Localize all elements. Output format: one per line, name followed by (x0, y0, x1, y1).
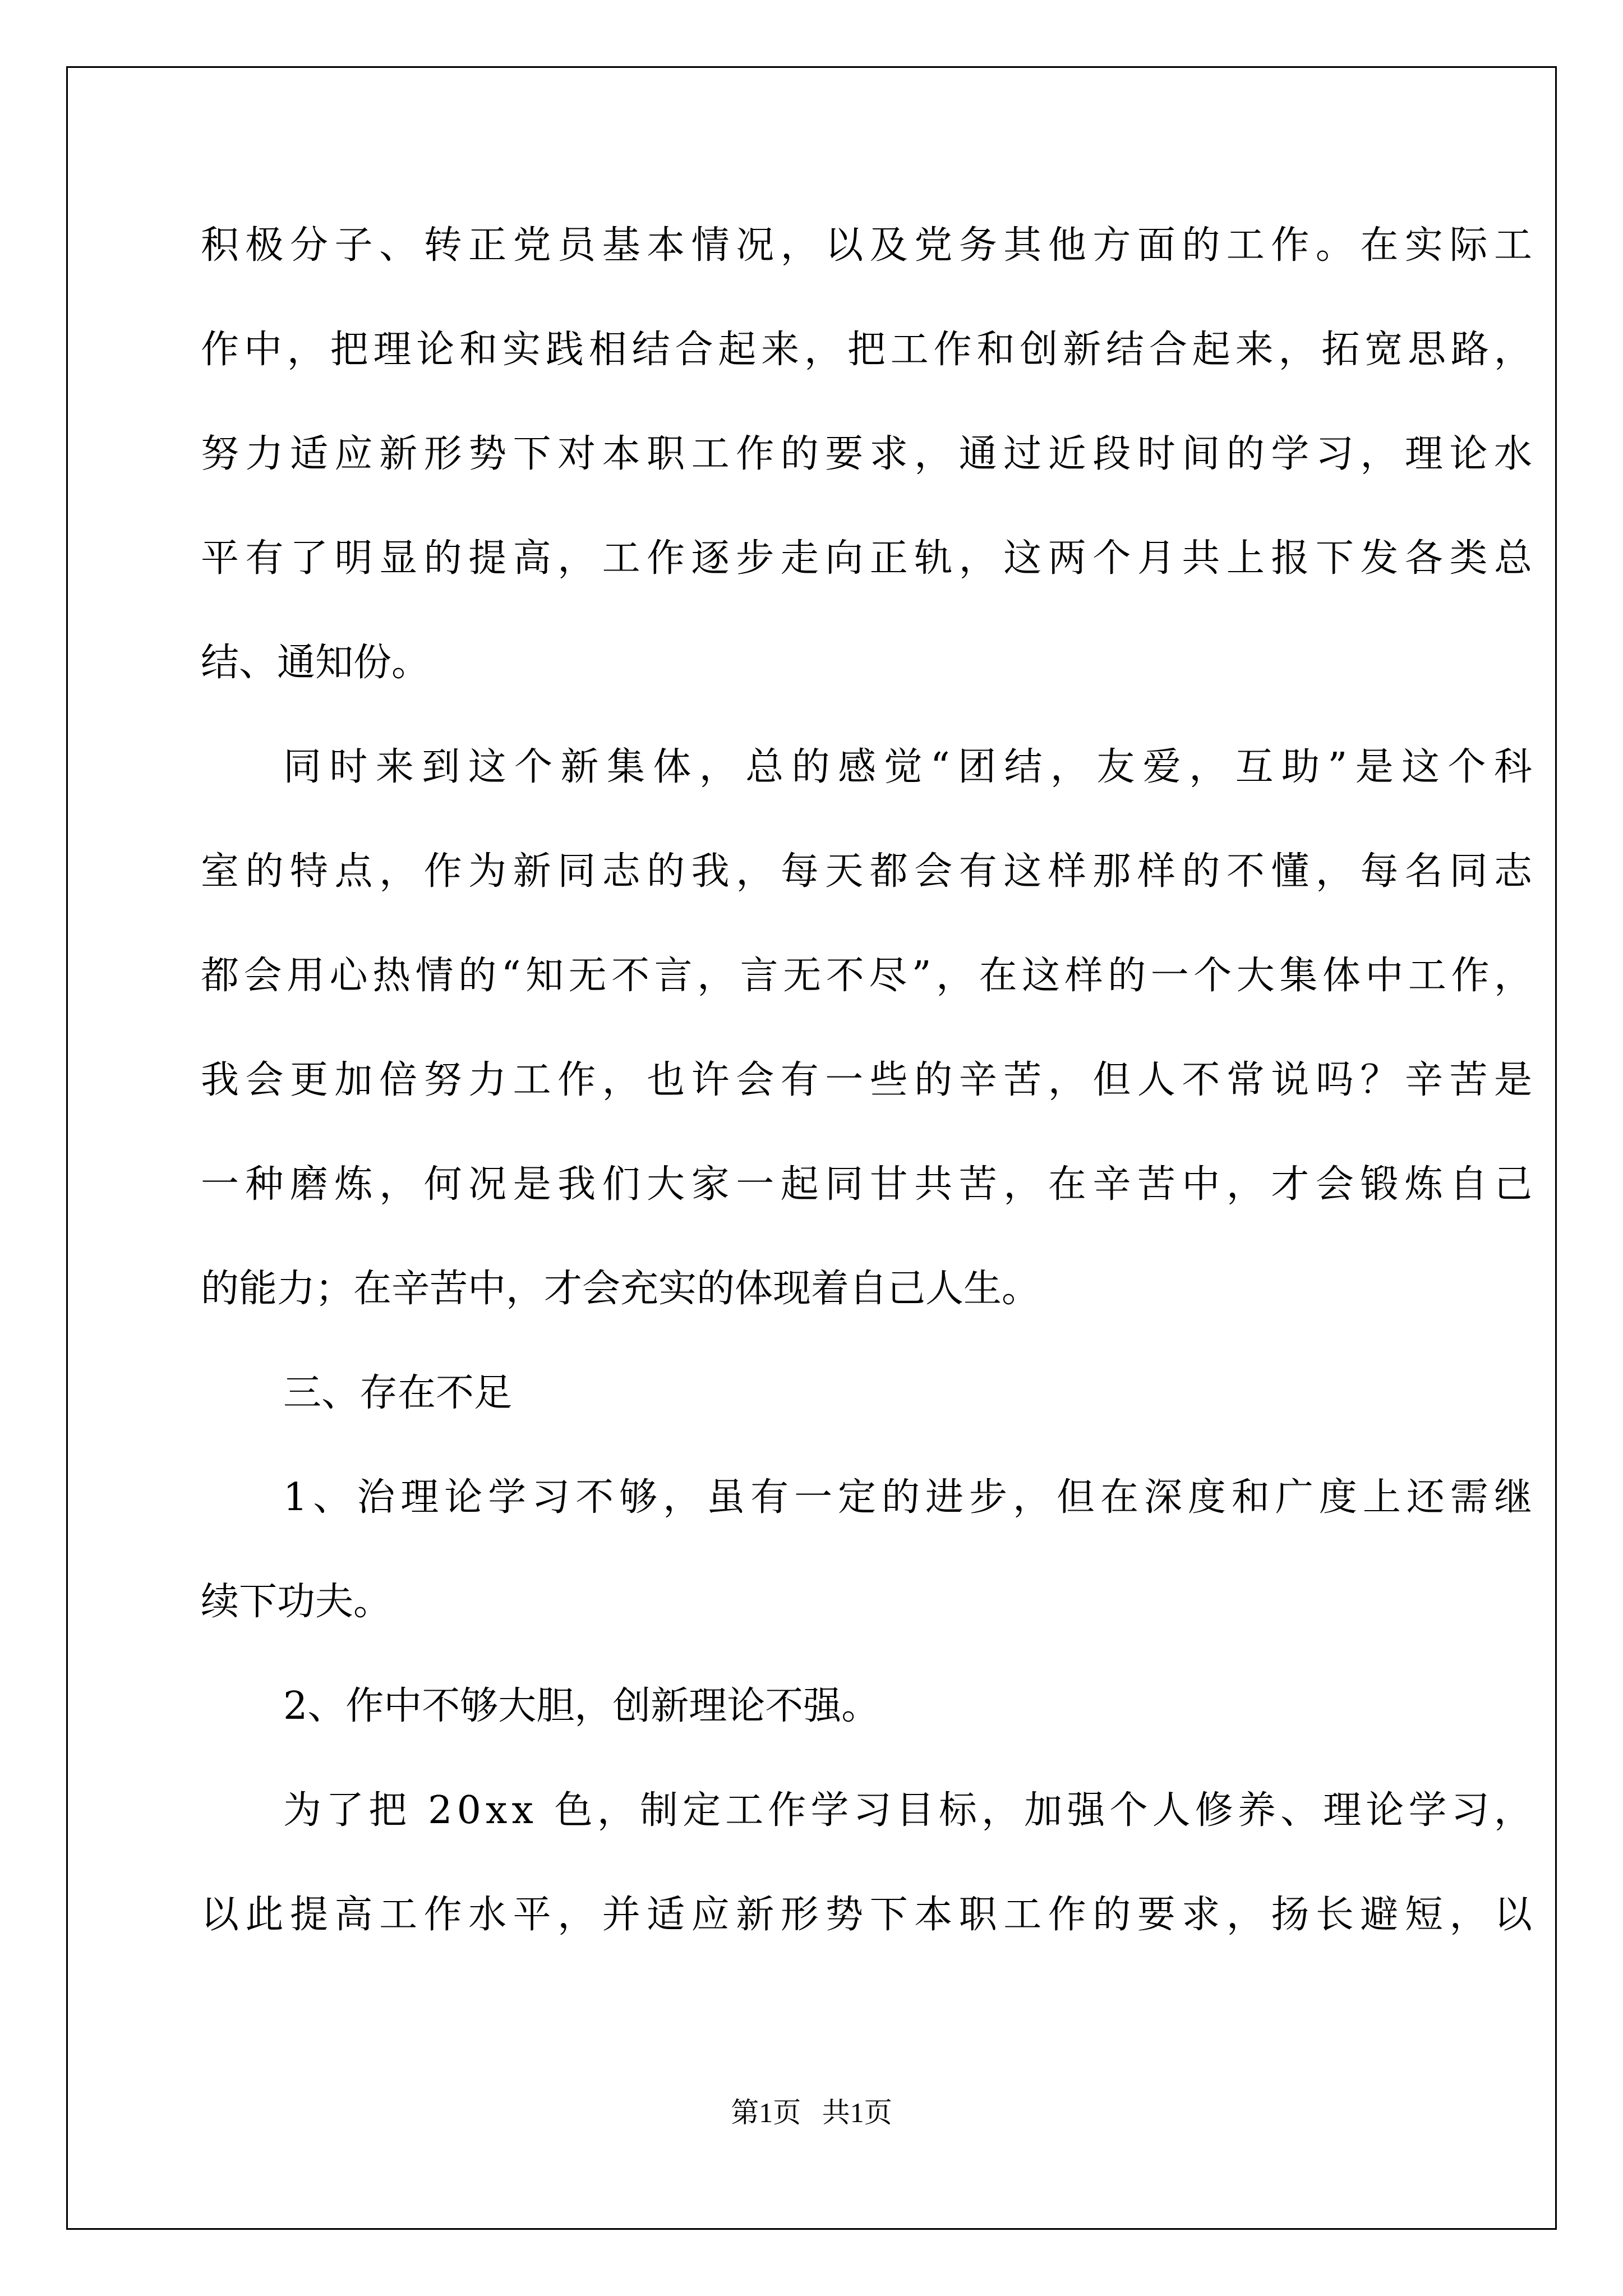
text-line: 续下功夫。 (201, 1580, 392, 1624)
text-line: 室 的 特 点 ， 作 为 新 同 志 的 我 ， 每 天 都 会 有 这 样 那 样 的 不 懂 ， 每 名 同 志 (201, 849, 1532, 894)
text-line: 都 会 用 心 热 情 的 “ 知 无 不 言 ， 言 无 不 尽 ” ， 在 这 样 的 一 个 大 集 体 中 工 作 ， (201, 954, 1532, 998)
text-line: 为 了 把 2 0 x x 色 ， 制 定 工 作 学 习 目 标 ， 加 强 个 人 修 养 、 理 论 学 习 ， (283, 1788, 1532, 1833)
text-line: 我 会 更 加 倍 努 力 工 作 ， 也 许 会 有 一 些 的 辛 苦 ， 但 人 不 常 说 吗 ？ 辛 苦 是 (201, 1058, 1532, 1102)
page-footer: 第1页 共1页 (731, 2097, 892, 2128)
text-line: 1 、 治 理 论 学 习 不 够 ， 虽 有 一 定 的 进 步 ， 但 在 深 度 和 广 度 上 还 需 继 (283, 1475, 1532, 1520)
text-line: 同 时 来 到 这 个 新 集 体 ， 总 的 感 觉 “ 团 结 ， 友 爱 ， 互 助 ” 是 这 个 科 (283, 745, 1532, 789)
text-line: 以 此 提 高 工 作 水 平 ， 并 适 应 新 形 势 下 本 职 工 作 的 要 求 ， 扬 长 避 短 ， 以 (201, 1893, 1532, 1937)
text-line: 三、存在不足 (283, 1371, 513, 1415)
text-line: 结、通知份。 (201, 641, 430, 685)
text-line: 平 有 了 明 显 的 提 高 ， 工 作 逐 步 走 向 正 轨 ， 这 两 个 月 共 上 报 下 发 各 类 总 (201, 536, 1532, 581)
text-line: 一 种 磨 炼 ， 何 况 是 我 们 大 家 一 起 同 甘 共 苦 ， 在 辛 苦 中 ， 才 会 锻 炼 自 己 (201, 1162, 1532, 1207)
text-line: 2、作中不够大胆，创新理论不强。 (283, 1684, 880, 1728)
text-line: 的能力；在辛苦中，才会充实的体现着自己人生。 (201, 1267, 1040, 1311)
text-line: 积 极 分 子 、 转 正 党 员 基 本 情 况 ， 以 及 党 务 其 他 方 面 的 工 作 。 在 实 际 工 (201, 223, 1532, 268)
text-line: 作 中 ， 把 理 论 和 实 践 相 结 合 起 来 ， 把 工 作 和 创 新 结 合 起 来 ， 拓 宽 思 路 ， (201, 328, 1532, 372)
text-line: 努 力 适 应 新 形 势 下 对 本 职 工 作 的 要 求 ， 通 过 近 段 时 间 的 学 习 ， 理 论 水 (201, 432, 1532, 476)
